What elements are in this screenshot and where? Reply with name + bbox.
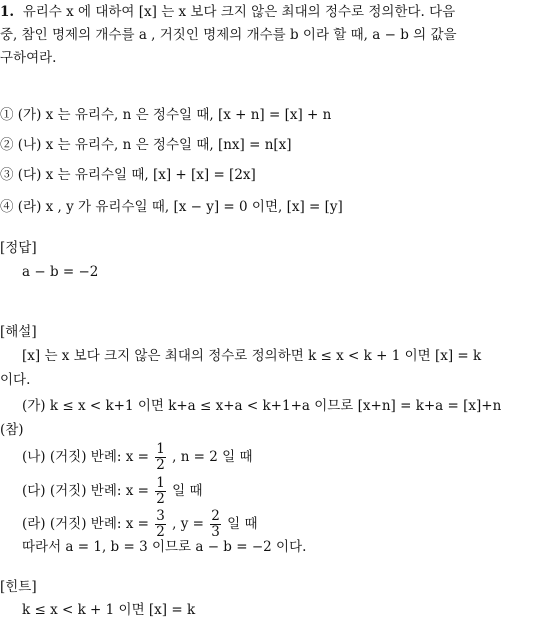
fraction-y-ra: $\frac{2}{3}$: [211, 508, 220, 540]
choice-1: ① (가) x 는 유리수, n 은 정수일 때, [x + n] = [x] + n: [0, 107, 332, 123]
explanation-line-2: 이다.: [0, 372, 31, 388]
hint-heading: [힌트]: [0, 579, 37, 595]
question-text-1: 유리수 x 에 대하여 [x] 는 x 보다 크지 않은 최대의 정수로 정의한다. 다음: [22, 4, 456, 20]
fraction-x-na: $\frac{1}{2}$: [156, 441, 165, 473]
explanation-heading: [해설]: [0, 324, 37, 340]
choice-2: ② (나) x 는 유리수, n 은 정수일 때, [nx] = n[x]: [0, 137, 292, 153]
explanation-conclusion: 따라서 a = 1, b = 3 이므로 a − b = −2 이다.: [22, 539, 307, 555]
choice-3: ③ (다) x 는 유리수일 때, [x] + [x] = [2x]: [0, 167, 256, 183]
question-text-3: 구하여라.: [0, 50, 57, 66]
question-line-1: [0, 2, 455, 22]
question-text-2: 중, 참인 명제의 개수를 a , 거짓인 명제의 개수를 b 이라 할 때, a − b 의 값을: [0, 27, 457, 43]
fraction-x-da: $\frac{1}{2}$: [156, 475, 165, 507]
counterexample-ra: (라) (거짓) 반례: x = $\frac{3}{2}$ , y = $\frac{2}{3}$ 일 때: [22, 508, 258, 540]
counterexample-na: (나) (거짓) 반례: x = $\frac{1}{2}$ , n = 2 일 때: [22, 441, 253, 473]
answer-heading: [정답]: [0, 240, 37, 256]
fraction-x-ra: $\frac{3}{2}$: [156, 508, 165, 540]
explanation-line-3: (가) k ≤ x < k+1 이면 k+a ≤ x+a < k+1+a 이므로 [x+n] = k+a = [x]+n: [22, 398, 502, 414]
hint-text: k ≤ x < k + 1 이면 [x] = k: [22, 602, 196, 618]
explanation-line-4: (참): [0, 422, 24, 438]
question-number: 1.: [0, 4, 15, 20]
explanation-line-1: [x] 는 x 보다 크지 않은 최대의 정수로 정의하면 k ≤ x < k + 1 이면 [x] = k: [22, 348, 482, 364]
choice-4: ④ (라) x , y 가 유리수일 때, [x − y] = 0 이면, [x] = [y]: [0, 199, 343, 215]
counterexample-da: (다) (거짓) 반례: x = $\frac{1}{2}$ 일 때: [22, 475, 203, 507]
answer-value: a − b = −2: [22, 264, 99, 280]
